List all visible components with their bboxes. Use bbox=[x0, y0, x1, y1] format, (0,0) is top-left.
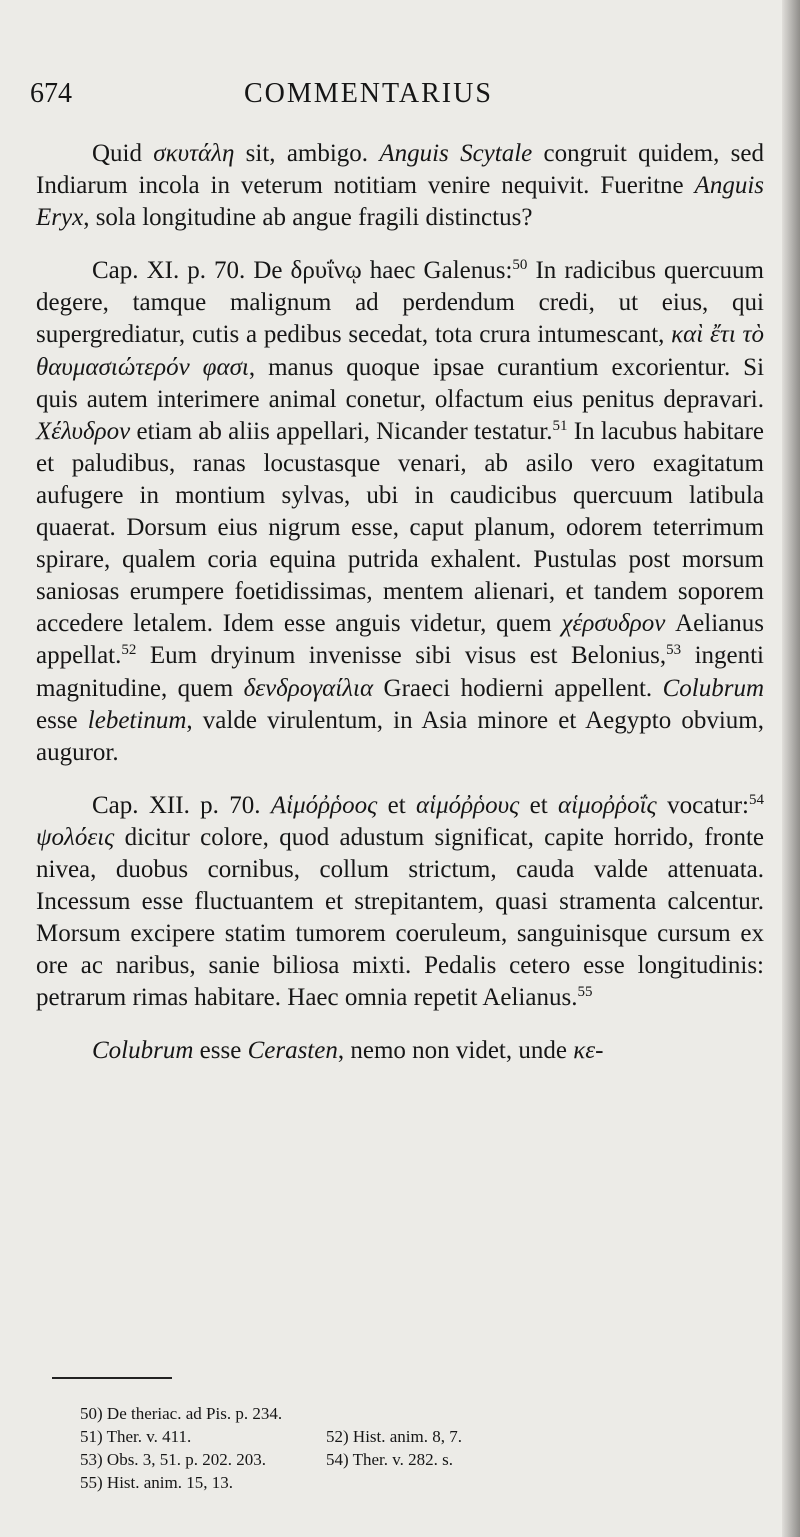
text-span: Cap. XI. p. 70. De bbox=[92, 257, 291, 285]
text-span: Eum dryinum invenisse sibi visus est Belonius, bbox=[136, 642, 667, 670]
greek-phrase: καὶ ἔτι τὸ θαυμασιώτερόν φασι bbox=[36, 321, 764, 381]
footnote-ref: 51 bbox=[552, 417, 568, 434]
page-header bbox=[30, 78, 760, 118]
text-span: haec Galenus: bbox=[361, 257, 513, 285]
text-span: , nemo non videt, unde bbox=[337, 1037, 574, 1065]
paragraph-2 bbox=[36, 255, 764, 769]
footnote-ref: 54 bbox=[748, 791, 764, 808]
species-name: Colubrum bbox=[92, 1037, 194, 1065]
greek-word: Χέλυδρον bbox=[36, 417, 131, 445]
footnote-ref: 55 bbox=[577, 984, 593, 1001]
species-name: Anguis Eryx bbox=[36, 172, 764, 232]
species-name: Colubrum bbox=[662, 674, 764, 702]
greek-word: δενδρογαίλια bbox=[243, 674, 374, 702]
text-span: et bbox=[519, 791, 558, 819]
paragraph-1 bbox=[36, 138, 764, 234]
paragraph-4 bbox=[36, 1035, 764, 1067]
text-span: Cap. XII. p. 70. bbox=[92, 791, 271, 819]
text-span: sit, ambigo. bbox=[234, 140, 380, 167]
species-name: Cerasten bbox=[247, 1037, 338, 1065]
text-span: , manus quoque ipsae curantium excorientur. Si quis autem interimere animal conetur, olfactum eius penitus depravari. bbox=[36, 353, 765, 413]
footnote: 55) Hist. anim. 15, 13. bbox=[80, 1473, 233, 1492]
greek-word: σκυτάλη bbox=[153, 140, 235, 167]
footnote: 52) Hist. anim. 8, 7. bbox=[326, 1427, 462, 1446]
footnotes bbox=[70, 1402, 730, 1494]
greek-word: δρυΐνῳ bbox=[290, 257, 362, 285]
greek-word: ψολόεις bbox=[36, 823, 115, 851]
footnote: 54) Ther. v. 282. s. bbox=[326, 1450, 454, 1469]
greek-word: αἱμοῤῥοΐς bbox=[558, 791, 657, 819]
species-name: Anguis Scytale bbox=[379, 140, 533, 167]
footnote-rule bbox=[52, 1377, 172, 1379]
text-span: vocatur: bbox=[656, 791, 749, 819]
footnote-ref: 53 bbox=[666, 642, 682, 659]
text-span: In lacubus habitare et paludibus, ranas locustasque venari, ab asilo vero exagitatum aufugere in montium sylvas, ubi in caudicibus quercuum latibula quaerat. Dorsum eius nigrum esse, caput planum, odorem teterrimum spirare, qualem coria equina putrida exhalent. Pustulas post morsum saniosas erumpere foetidissimas, mentem alienari, et tandem soporem accedere letalem. Idem esse anguis videtur, quem bbox=[36, 417, 765, 638]
greek-word: αἱμόῤῥους bbox=[416, 791, 520, 819]
footnote: 50) De theriac. ad Pis. p. 234. bbox=[80, 1404, 283, 1423]
text-span: , sola longitudine ab angue fragili distinctus? bbox=[83, 204, 533, 232]
running-title: COMMENTARIUS bbox=[244, 78, 493, 109]
footnote: 53) Obs. 3, 51. p. 202. 203. bbox=[80, 1450, 267, 1469]
text-span: et bbox=[377, 791, 417, 819]
greek-word: χέρσυδρον bbox=[561, 610, 666, 638]
footnote: 51) Ther. v. 411. bbox=[80, 1427, 192, 1446]
footnote-line bbox=[70, 1402, 730, 1425]
footnote-ref: 52 bbox=[121, 642, 137, 659]
text-span: esse bbox=[36, 706, 88, 734]
text-span: esse bbox=[193, 1037, 248, 1065]
page-number: 674 bbox=[30, 78, 72, 109]
text-span: , valde virulentum, in Asia minore et Aegypto obvium, auguror. bbox=[36, 706, 764, 766]
greek-word: κε- bbox=[573, 1037, 604, 1065]
footnote-line bbox=[70, 1448, 730, 1471]
page-edge-shadow bbox=[782, 0, 800, 1537]
footnote-line bbox=[70, 1425, 730, 1448]
paragraph-3 bbox=[36, 790, 764, 1015]
greek-word: Αἱμόῤῥοος bbox=[270, 791, 378, 819]
text-span: Graeci hodierni appellent. bbox=[373, 674, 663, 702]
footnote-ref: 50 bbox=[512, 257, 528, 274]
footnote-line bbox=[70, 1471, 730, 1494]
species-name: lebetinum bbox=[87, 706, 187, 734]
text-span: congruit quidem, sed Indiarum incola in veterum notitiam venire nequivit. Fueritne bbox=[36, 140, 764, 200]
text-span: dicitur colore, quod adustum significat, capite horrido, fronte nivea, duobus cornibus, collum strictum, cauda valde attenuata. Incessum esse fluctuantem et strepitantem, quasi stramenta calcentur. Morsum excipere statim tumorem coeruleum, sanguinisque cursum ex ore ac naribus, sanie biliosa mixti. Pedalis cetero esse longitudinis: petrarum rimas habitare. Haec omnia repetit Aelianus. bbox=[36, 823, 764, 1012]
text-span: etiam ab aliis appellari, Nicander testatur. bbox=[130, 417, 553, 445]
text-span: Quid bbox=[92, 140, 154, 167]
main-text bbox=[36, 138, 764, 1068]
text-span: Aelianus appellat. bbox=[36, 610, 764, 670]
text-span: In radicibus quercuum degere, tamque malignum ad perdendum credi, ut eius, qui supergrediatur, cutis a pedibus secedat, tota crura intumescant, bbox=[36, 257, 764, 349]
text-span: ingenti magnitudine, quem bbox=[36, 642, 764, 702]
